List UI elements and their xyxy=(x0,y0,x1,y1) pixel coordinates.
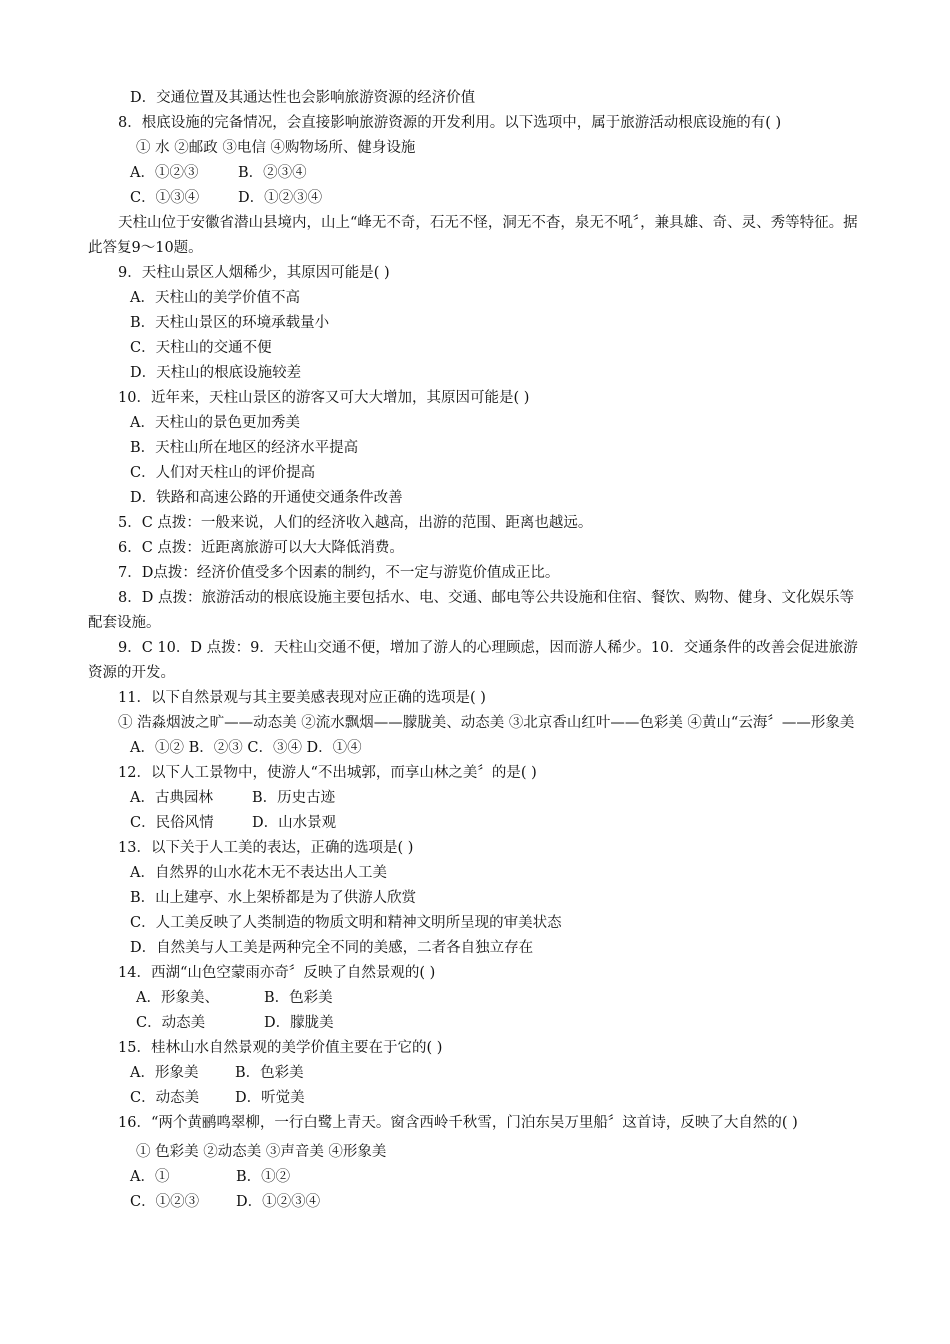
question-11: 11．以下自然景观与其主要美感表现对应正确的选项是( ) xyxy=(118,690,486,706)
option-c: C．①②③ xyxy=(130,1194,200,1210)
question-8-options-cd xyxy=(88,186,863,211)
question-10-option-d: D．铁路和高速公路的开通使交通条件改善 xyxy=(130,490,403,506)
question-9-option-a: A．天柱山的美学价值不高 xyxy=(130,290,300,306)
question-9: 9．天柱山景区人烟稀少，其原因可能是( ) xyxy=(118,265,390,281)
option-d: D．①②③④ xyxy=(238,190,323,206)
question-16-items: ① 色彩美 ②动态美 ③声音美 ④形象美 xyxy=(136,1144,387,1160)
question-11-items: ① 浩淼烟波之旷——动态美 ②流水飘烟——朦胧美、动态美 ③北京香山红叶——色彩美 ④黄山“云海〞——形象美 xyxy=(118,715,855,731)
question-10: 10．近年来，天柱山景区的游客又可大大增加，其原因可能是( ) xyxy=(118,390,530,406)
option-d: D．朦胧美 xyxy=(264,1015,334,1031)
question-8-items: ① 水 ②邮政 ③电信 ④购物场所、健身设施 xyxy=(136,140,416,156)
option-b: B．色彩美 xyxy=(264,990,333,1006)
passage-tianzhushan: 天柱山位于安徽省潜山县境内，山上“峰无不奇，石无不怪，洞无不杳，泉无不吼〞，兼具雄、奇、灵、秀等特征。据此答复9～10题。 xyxy=(88,215,858,256)
option-a: A．①②③ xyxy=(130,165,199,181)
option-a: A．形象美 xyxy=(130,1065,199,1081)
option-a: A．形象美、 xyxy=(136,990,219,1006)
question-9-option-d: D．天柱山的根底设施较差 xyxy=(130,365,302,381)
option-b: B．历史古迹 xyxy=(252,790,336,806)
answer-7: 7．D点拨：经济价值受多个因素的制约，不一定与游览价值成正比。 xyxy=(118,565,560,581)
option-b: B．色彩美 xyxy=(235,1065,304,1081)
question-14: 14．西湖“山色空蒙雨亦奇〞反映了自然景观的( ) xyxy=(118,965,436,981)
question-10-option-a: A．天柱山的景色更加秀美 xyxy=(130,415,300,431)
question-14-options-cd xyxy=(88,1011,863,1036)
question-16-options-cd xyxy=(88,1190,863,1215)
question-12: 12．以下人工景物中，使游人“不出城郭，而享山林之美〞的是( ) xyxy=(118,765,537,781)
question-14-options-ab xyxy=(88,986,863,1011)
option-d: D．山水景观 xyxy=(252,815,337,831)
option-d-q7: D．交通位置及其通达性也会影响旅游资源的经济价值 xyxy=(130,90,476,106)
question-10-option-c: C．人们对天柱山的评价提高 xyxy=(130,465,316,481)
document-page xyxy=(88,86,863,1215)
question-15-options-ab xyxy=(88,1061,863,1086)
option-a: A．① xyxy=(130,1169,170,1185)
question-9-option-c: C．天柱山的交通不便 xyxy=(130,340,272,356)
question-15: 15．桂林山水自然景观的美学价值主要在于它的( ) xyxy=(118,1040,443,1056)
question-8: 8．根底设施的完备情况，会直接影响旅游资源的开发利用。以下选项中，属于旅游活动根底设施的有( ) xyxy=(118,115,782,131)
question-13-option-b: B．山上建亭、水上架桥都是为了供游人欣赏 xyxy=(130,890,417,906)
answer-5: 5．C 点拨：一般来说，人们的经济收入越高，出游的范围、距离也越远。 xyxy=(118,515,593,531)
question-11-options: A．①② B．②③ C．③④ D．①④ xyxy=(130,740,362,756)
option-a: A．古典园林 xyxy=(130,790,213,806)
answer-8: 8．D 点拨：旅游活动的根底设施主要包括水、电、交通、邮电等公共设施和住宿、餐饮、购物、健身、文化娱乐等配套设施。 xyxy=(88,590,854,631)
question-13-option-a: A．自然界的山水花木无不表达出人工美 xyxy=(130,865,387,881)
question-15-options-cd xyxy=(88,1086,863,1111)
answer-9-10: 9．C 10．D 点拨：9．天柱山交通不便，增加了游人的心理顾虑，因而游人稀少。10．交通条件的改善会促进旅游资源的开发。 xyxy=(88,640,858,681)
option-c: C．①③④ xyxy=(130,190,200,206)
question-12-options-cd xyxy=(88,811,863,836)
question-13-option-d: D．自然美与人工美是两种完全不同的美感，二者各自独立存在 xyxy=(130,940,534,956)
question-8-options-ab xyxy=(88,161,863,186)
option-d: D．听觉美 xyxy=(235,1090,305,1106)
question-16-options-ab xyxy=(88,1165,863,1190)
question-10-option-b: B．天柱山所在地区的经济水平提高 xyxy=(130,440,359,456)
answer-6: 6．C 点拨：近距离旅游可以大大降低消费。 xyxy=(118,540,404,556)
question-12-options-ab xyxy=(88,786,863,811)
option-c: C．动态美 xyxy=(136,1015,206,1031)
option-c: C．动态美 xyxy=(130,1090,200,1106)
option-b: B．②③④ xyxy=(238,165,307,181)
question-16: 16．“两个黄鹂鸣翠柳，一行白鹭上青天。窗含西岭千秋雪，门泊东吴万里船〞这首诗，反映了大自然的( ) xyxy=(118,1115,798,1131)
option-d: D．①②③④ xyxy=(236,1194,321,1210)
option-c: C．民俗风情 xyxy=(130,815,214,831)
option-b: B．①② xyxy=(236,1169,291,1185)
question-13-option-c: C．人工美反映了人类制造的物质文明和精神文明所呈现的审美状态 xyxy=(130,915,562,931)
question-9-option-b: B．天柱山景区的环境承载量小 xyxy=(130,315,330,331)
question-13: 13．以下关于人工美的表达，正确的选项是( ) xyxy=(118,840,414,856)
